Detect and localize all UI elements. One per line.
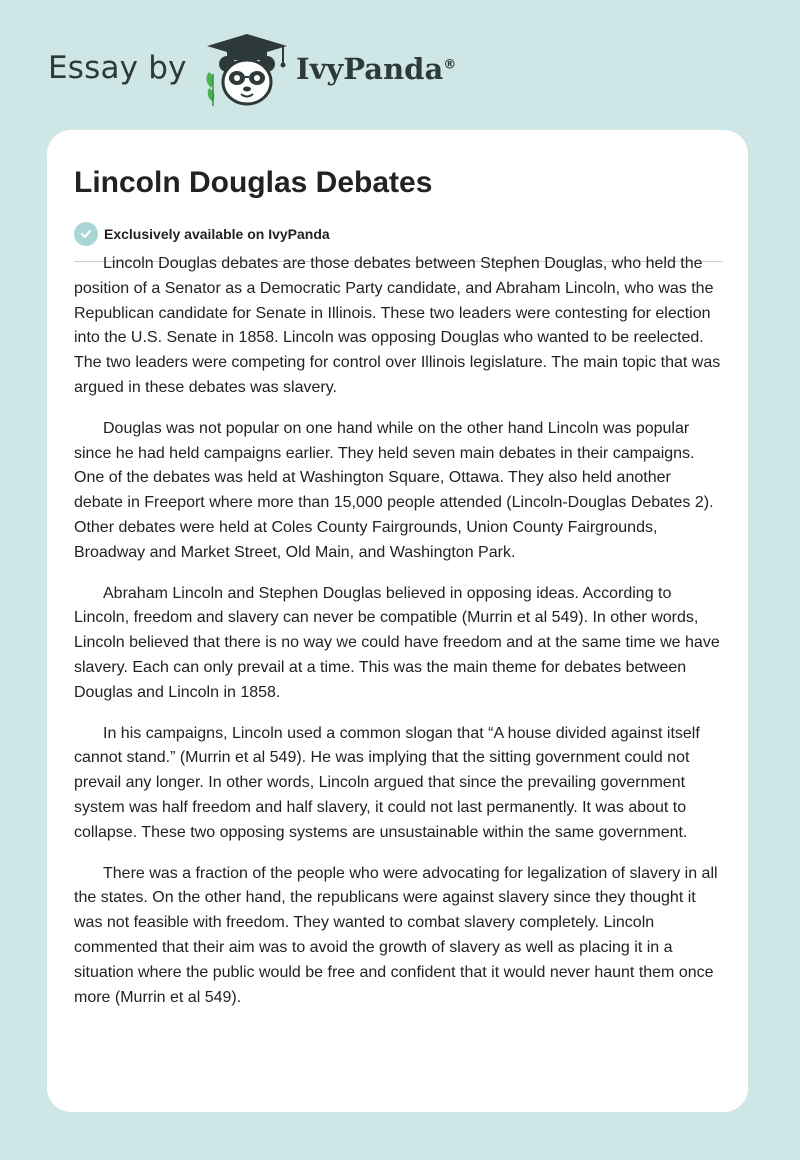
- logo-brand-text: [296, 52, 456, 86]
- essay-paragraph: Douglas was not popular on one hand while on the other hand Lincoln was popular since he had held campaigns earlier. They held seven main debates in their campaigns. One of the debates was held at Washington Square, Ottawa. They also held another debate in Freeport where more than 15,000 people attended (Lincoln-Douglas Debates 2). Other debates were held at Coles County Fairgrounds, Union County Fairgrounds, Broadway and Market Street, Old Main, and Washington Park.: [74, 419, 714, 561]
- essay-paragraph: In his campaigns, Lincoln used a common slogan that “A house divided against itself cannot stand.” (Murrin et al 549). He was implying that the sitting government could not prevail any longer. In other words, Lincoln argued that since the prevailing government system was half freedom and half slavery, it could not last permanently. It was about to collapse. These two opposing systems are unsustainable within the same government.: [74, 724, 700, 841]
- ivypanda-logo[interactable]: [48, 30, 508, 110]
- panda-graduate-icon: [201, 30, 293, 108]
- exclusive-badge-label: Exclusively available on IvyPanda: [104, 226, 330, 242]
- checkmark-icon: [74, 222, 98, 246]
- exclusive-badge: [74, 222, 330, 246]
- logo-prefix-text: Essay by: [48, 50, 187, 86]
- essay-card: [47, 130, 748, 1112]
- essay-paragraph: There was a fraction of the people who were advocating for legalization of slavery in all the states. On the other hand, the republicans were against slavery since they thought it was not feasible with freedom. They wanted to combat slavery completely. Lincoln commented that their aim was to avoid the growth of slavery as well as placing it in a situation where the public would be free and confident that it would never haunt them once more (Murrin et al 549).: [74, 864, 718, 1006]
- registered-mark: ®: [443, 57, 457, 73]
- essay-paragraph: Lincoln Douglas debates are those debates between Stephen Douglas, who held the position of a Senator as a Democratic Party candidate, and Abraham Lincoln, who was the Republican candidate for Senate in Illinois. These two leaders were contesting for election into the U.S. Senate in 1858. Lincoln was opposing Douglas who wanted to be reelected. The two leaders were competing for control over Illinois legislature. The main topic that was argued in these debates was slavery.: [74, 255, 721, 396]
- logo-brand-name: IvyPanda: [296, 52, 444, 86]
- essay-paragraph: Abraham Lincoln and Stephen Douglas believed in opposing ideas. According to Lincoln, freedom and slavery can never be compatible (Murrin et al 549). In other words, Lincoln believed that there is no way we could have freedom and at the same time we have slavery. Each can only prevail at a time. This was the main theme for debates between Douglas and Lincoln in 1858.: [74, 584, 720, 701]
- essay-body: [74, 252, 724, 1026]
- page-title: Lincoln Douglas Debates: [74, 166, 433, 199]
